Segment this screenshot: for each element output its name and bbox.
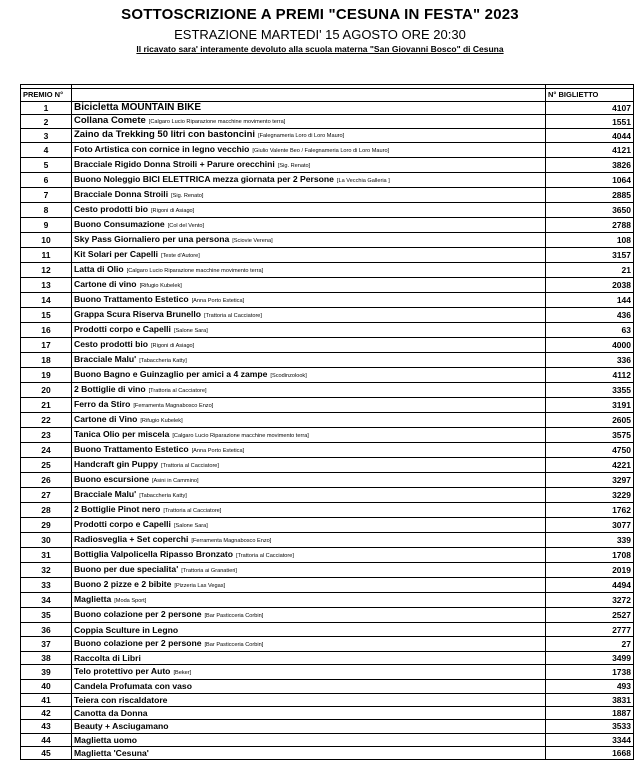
prize-sponsor: [Trattoria al Cacciatore]: [161, 463, 219, 470]
prize-number: 40: [21, 680, 72, 693]
prize-description: [72, 353, 546, 368]
prize-description: [72, 706, 546, 719]
prize-number: 20: [21, 383, 72, 398]
prize-number: 30: [21, 533, 72, 548]
prize-number: 34: [21, 593, 72, 608]
prize-number: 3: [21, 129, 72, 143]
draw-date-subtitle: ESTRAZIONE MARTEDI' 15 AGOSTO ORE 20:30: [174, 27, 466, 42]
prize-name: Grappa Scura Riserva Brunello: [74, 309, 202, 320]
prize-description: [72, 188, 546, 203]
ticket-number: 493: [546, 680, 634, 693]
prize-name: Bicicletta MOUNTAIN BIKE: [74, 102, 202, 114]
prize-description: [72, 693, 546, 706]
prize-sponsor: [Trattoria al Cacciatore]: [236, 553, 294, 560]
prize-name: Bracciale Rigido Donna Stroili + Parure orecchini: [74, 159, 275, 170]
ticket-number: 108: [546, 233, 634, 248]
prize-name: Kit Solari per Capelli: [74, 249, 159, 260]
prize-description: [72, 129, 546, 143]
prize-number: 27: [21, 488, 72, 503]
col-header-premio: PREMIO N°: [21, 89, 72, 102]
prize-number: 23: [21, 428, 72, 443]
prize-sponsor: [Salone Sara]: [173, 523, 208, 530]
ticket-number: 3575: [546, 428, 634, 443]
table-row: [21, 578, 634, 593]
prize-description: [72, 398, 546, 413]
ticket-number: 4750: [546, 443, 634, 458]
prize-description: [72, 623, 546, 636]
ticket-number: 4044: [546, 129, 634, 143]
prize-number: 35: [21, 608, 72, 623]
prize-description: [72, 115, 546, 129]
prize-number: 22: [21, 413, 72, 428]
prize-sponsor: [Anna Porto Estetica]: [191, 448, 245, 455]
prize-description: [72, 488, 546, 503]
col-header-description: [72, 89, 546, 102]
ticket-number: 1708: [546, 548, 634, 563]
ticket-number: 21: [546, 263, 634, 278]
table-row: [21, 503, 634, 518]
prize-number: 31: [21, 548, 72, 563]
ticket-number: 4121: [546, 143, 634, 158]
prize-description: [72, 413, 546, 428]
prize-sponsor: [Anna Porto Estetica]: [191, 298, 245, 305]
table-row: [21, 115, 634, 129]
prize-name: Maglietta uomo: [74, 734, 138, 745]
prize-name: Tanica Olio per miscela: [74, 429, 170, 440]
ticket-number: 27: [546, 636, 634, 651]
prize-name: Maglietta: [74, 594, 112, 605]
prize-number: 25: [21, 458, 72, 473]
prize-name: Bottiglia Valpolicella Ripasso Bronzato: [74, 549, 234, 560]
prize-description: [72, 143, 546, 158]
prize-name: Cartone di Vino: [74, 414, 138, 425]
prize-description: [72, 593, 546, 608]
ticket-number: 4112: [546, 368, 634, 383]
prize-number: 10: [21, 233, 72, 248]
prize-number: 42: [21, 706, 72, 719]
ticket-number: 3229: [546, 488, 634, 503]
ticket-number: 3077: [546, 518, 634, 533]
prize-number: 44: [21, 733, 72, 746]
table-row: [21, 248, 634, 263]
prize-description: [72, 563, 546, 578]
ticket-number: 2038: [546, 278, 634, 293]
table-row: [21, 233, 634, 248]
ticket-number: 4494: [546, 578, 634, 593]
prize-number: 41: [21, 693, 72, 706]
prize-sponsor: [Ferramenta Magnabosco Enzo]: [133, 403, 214, 410]
prize-number: 14: [21, 293, 72, 308]
prize-number: 15: [21, 308, 72, 323]
prize-description: [72, 428, 546, 443]
ticket-number: 3191: [546, 398, 634, 413]
table-row: [21, 747, 634, 760]
prize-number: 4: [21, 143, 72, 158]
table-row: [21, 143, 634, 158]
ticket-number: 144: [546, 293, 634, 308]
prize-name: Sky Pass Giornaliero per una persona: [74, 234, 230, 245]
ticket-number: 336: [546, 353, 634, 368]
ticket-number: 3157: [546, 248, 634, 263]
prize-description: [72, 608, 546, 623]
prize-number: 6: [21, 173, 72, 188]
prize-name: Beauty + Asciugamano: [74, 721, 169, 732]
table-row: [21, 263, 634, 278]
prize-sponsor: [Tabaccheria Katty]: [139, 358, 187, 365]
prize-number: 21: [21, 398, 72, 413]
table-row: [21, 636, 634, 651]
ticket-number: 1738: [546, 665, 634, 680]
prize-sponsor: [Ferramenta Magnabosco Enzo]: [191, 538, 272, 545]
prize-number: 43: [21, 720, 72, 733]
prize-sponsor: [Rigoni di Asiago]: [151, 208, 195, 215]
prize-name: Buono colazione per 2 persone: [74, 637, 202, 648]
prize-number: 39: [21, 665, 72, 680]
table-row: [21, 473, 634, 488]
ticket-number: 3297: [546, 473, 634, 488]
prize-number: 13: [21, 278, 72, 293]
prize-number: 7: [21, 188, 72, 203]
prize-name: Radiosveglia + Set coperchi: [74, 534, 189, 545]
prize-sponsor: [Calgaro Lucio Riparazione macchine movimento terra]: [172, 433, 309, 440]
prize-description: [72, 263, 546, 278]
prize-name: Foto Artistica con cornice in legno vecchio: [74, 144, 250, 155]
table-row: [21, 293, 634, 308]
table-row: [21, 563, 634, 578]
prize-name: Buono colazione per 2 persone: [74, 609, 202, 620]
ticket-number: 339: [546, 533, 634, 548]
prize-name: 2 Bottiglie di vino: [74, 384, 146, 395]
prize-description: [72, 636, 546, 651]
prize-number: 8: [21, 203, 72, 218]
prize-name: Coppia Sculture in Legno: [74, 624, 179, 635]
prize-description: [72, 548, 546, 563]
prize-number: 29: [21, 518, 72, 533]
table-row: [21, 651, 634, 664]
ticket-number: 3355: [546, 383, 634, 398]
prize-number: 33: [21, 578, 72, 593]
ticket-number: 3831: [546, 693, 634, 706]
prize-number: 5: [21, 158, 72, 173]
ticket-number: 1887: [546, 706, 634, 719]
prize-number: 36: [21, 623, 72, 636]
table-row: [21, 173, 634, 188]
table-row: [21, 693, 634, 706]
prize-name: Buono escursione: [74, 474, 149, 485]
prize-number: 2: [21, 115, 72, 129]
table-row: [21, 428, 634, 443]
ticket-number: 2019: [546, 563, 634, 578]
proceeds-note: Il ricavato sara' interamente devoluto alla scuola materna "San Giovanni Bosco" di Cesuna: [136, 44, 504, 54]
table-row: [21, 398, 634, 413]
prize-description: [72, 233, 546, 248]
prize-name: Buono Noleggio BICI ELETTRICA mezza giornata per 2 Persone: [74, 174, 334, 185]
prize-description: [72, 338, 546, 353]
prize-description: [72, 383, 546, 398]
prize-description: [72, 368, 546, 383]
ticket-number: 4000: [546, 338, 634, 353]
table-row: [21, 458, 634, 473]
prize-sponsor: [Moda Sport]: [114, 598, 147, 605]
ticket-number: 1668: [546, 747, 634, 760]
table-row: [21, 706, 634, 719]
prize-number: 11: [21, 248, 72, 263]
prize-sponsor: [Bar Pasticceria Corbin]: [204, 641, 264, 648]
prize-table: [20, 84, 634, 760]
prize-table-body: [21, 85, 634, 760]
table-row: [21, 533, 634, 548]
table-row: [21, 338, 634, 353]
table-row: [21, 413, 634, 428]
prize-name: Handcraft gin Puppy: [74, 459, 159, 470]
prize-name: Cartone di vino: [74, 279, 137, 290]
table-row: [21, 623, 634, 636]
prize-sponsor: [Pizzeria Las Vegas]: [174, 583, 226, 590]
prize-number: 17: [21, 338, 72, 353]
prize-name: Telo protettivo per Auto: [74, 666, 171, 677]
ticket-number: 4107: [546, 102, 634, 115]
prize-name: Collana Comete: [74, 115, 146, 127]
ticket-number: 3826: [546, 158, 634, 173]
prize-description: [72, 218, 546, 233]
ticket-number: 2777: [546, 623, 634, 636]
prize-number: 45: [21, 747, 72, 760]
prize-sponsor: [Rifugio Kubelek]: [139, 283, 182, 290]
prize-number: 38: [21, 651, 72, 664]
prize-description: [72, 158, 546, 173]
table-row: [21, 323, 634, 338]
prize-number: 24: [21, 443, 72, 458]
prize-description: [72, 443, 546, 458]
prize-name: Latta di Olio: [74, 264, 124, 275]
prize-sponsor: [Sciovie Verena]: [232, 238, 273, 245]
prize-name: Cesto prodotti bio: [74, 339, 148, 350]
prize-name: Prodotti corpo e Capelli: [74, 519, 171, 530]
prize-number: 18: [21, 353, 72, 368]
ticket-number: 3533: [546, 720, 634, 733]
prize-number: 26: [21, 473, 72, 488]
prize-sponsor: [Falegnameria Loro di Loro Mauro]: [258, 133, 345, 140]
ticket-number: 3344: [546, 733, 634, 746]
prize-name: Teiera con riscaldatore: [74, 694, 168, 705]
prize-description: [72, 458, 546, 473]
table-row: [21, 102, 634, 115]
prize-sponsor: [Tabaccheria Katty]: [139, 493, 187, 500]
prize-number: 19: [21, 368, 72, 383]
prize-sponsor: [Asini in Cammino]: [151, 478, 199, 485]
prize-description: [72, 518, 546, 533]
prize-description: [72, 248, 546, 263]
table-row: [21, 218, 634, 233]
prize-name: Zaino da Trekking 50 litri con bastoncini: [74, 129, 256, 141]
prize-name: Bracciale Donna Stroili: [74, 189, 169, 200]
prize-sponsor: [Sig. Renato]: [171, 193, 204, 200]
ticket-number: 1551: [546, 115, 634, 129]
table-row: [21, 278, 634, 293]
ticket-number: 1064: [546, 173, 634, 188]
ticket-number: 2788: [546, 218, 634, 233]
prize-sponsor: [Calgaro Lucio Riparazione macchine movimento terra]: [148, 119, 286, 126]
prize-number: 1: [21, 102, 72, 115]
ticket-number: 2527: [546, 608, 634, 623]
prize-description: [72, 651, 546, 664]
table-row: [21, 188, 634, 203]
prize-description: [72, 578, 546, 593]
prize-description: [72, 203, 546, 218]
ticket-number: 4221: [546, 458, 634, 473]
prize-sponsor: [Trattoria al Cacciatore]: [204, 313, 262, 320]
ticket-number: 2605: [546, 413, 634, 428]
prize-description: [72, 102, 546, 115]
prize-name: Prodotti corpo e Capelli: [74, 324, 171, 335]
prize-name: Buono Consumazione: [74, 219, 165, 230]
prize-sponsor: [Teste d'Autore]: [161, 253, 200, 260]
prize-sponsor: [Trattoria al Cacciatore]: [148, 388, 207, 395]
ticket-number: 3272: [546, 593, 634, 608]
table-row: [21, 158, 634, 173]
prize-number: 28: [21, 503, 72, 518]
table-row: [21, 443, 634, 458]
prize-number: 32: [21, 563, 72, 578]
table-row: [21, 665, 634, 680]
prize-description: [72, 278, 546, 293]
prize-sponsor: [Salone Sara]: [173, 328, 208, 335]
page-title: SOTTOSCRIZIONE A PREMI "CESUNA IN FESTA" 2023: [121, 6, 519, 23]
prize-number: 9: [21, 218, 72, 233]
ticket-number: 1762: [546, 503, 634, 518]
ticket-number: 3499: [546, 651, 634, 664]
prize-sponsor: [Col del Vento]: [167, 223, 205, 230]
col-header-biglietto: N° BIGLIETTO: [546, 89, 634, 102]
prize-sponsor: [Bar Pasticceria Corbin]: [204, 613, 264, 620]
prize-name: Bracciale Malu': [74, 489, 137, 500]
ticket-number: 3650: [546, 203, 634, 218]
table-row: [21, 593, 634, 608]
prize-description: [72, 473, 546, 488]
ticket-number: 63: [546, 323, 634, 338]
prize-name: Ferro da Stiro: [74, 399, 131, 410]
prize-description: [72, 720, 546, 733]
prize-sponsor: [Giulio Valente Beo / Falegnameria Loro di Loro Mauro]: [252, 148, 390, 155]
table-header-row: [21, 89, 634, 102]
prize-number: 37: [21, 636, 72, 651]
prize-sponsor: [La Vecchia Galleria ]: [336, 178, 390, 185]
prize-name: Raccolta di Libri: [74, 652, 141, 663]
table-row: [21, 383, 634, 398]
prize-description: [72, 323, 546, 338]
ticket-number: 436: [546, 308, 634, 323]
table-row: [21, 548, 634, 563]
prize-sponsor: [Rifugio Kubelek]: [140, 418, 183, 425]
prize-sponsor: [Calgaro Lucio Riparazione macchine movimento terra]: [126, 268, 264, 275]
prize-sponsor: [Beker]: [173, 670, 192, 677]
prize-name: Buono per due specialita': [74, 564, 179, 575]
prize-sponsor: [Sig. Renato]: [277, 163, 311, 170]
table-row: [21, 203, 634, 218]
table-row: [21, 680, 634, 693]
prize-description: [72, 293, 546, 308]
ticket-number: 2885: [546, 188, 634, 203]
prize-name: Candela Profumata con vaso: [74, 681, 192, 692]
table-row: [21, 129, 634, 143]
prize-sponsor: [Trattoria ai Granatieri]: [181, 568, 237, 575]
table-row: [21, 368, 634, 383]
table-row: [21, 488, 634, 503]
prize-number: 16: [21, 323, 72, 338]
prize-description: [72, 503, 546, 518]
prize-sponsor: [Scodinzolook]: [270, 373, 307, 380]
prize-name: Maglietta 'Cesuna': [74, 748, 149, 759]
table-row: [21, 308, 634, 323]
prize-name: Buono Bagno e Guinzaglio per amici a 4 zampe: [74, 369, 268, 380]
prize-description: [72, 308, 546, 323]
prize-name: Buono Trattamento Estetico: [74, 444, 189, 455]
table-row: [21, 608, 634, 623]
prize-name: Canotta da Donna: [74, 708, 148, 719]
prize-name: Buono Trattamento Estetico: [74, 294, 189, 305]
prize-name: Bracciale Malu': [74, 354, 137, 365]
table-row: [21, 733, 634, 746]
prize-sponsor: [Rigoni di Asiago]: [151, 343, 195, 350]
prize-description: [72, 533, 546, 548]
prize-description: [72, 173, 546, 188]
prize-description: [72, 680, 546, 693]
prize-name: 2 Bottiglie Pinot nero: [74, 504, 161, 515]
prize-name: Cesto prodotti bio: [74, 204, 148, 215]
prize-name: Buono 2 pizze e 2 bibite: [74, 579, 172, 590]
prize-number: 12: [21, 263, 72, 278]
prize-description: [72, 747, 546, 760]
table-row: [21, 518, 634, 533]
prize-description: [72, 733, 546, 746]
prize-sponsor: [Trattoria al Cacciatore]: [163, 508, 222, 515]
table-row: [21, 720, 634, 733]
prize-description: [72, 665, 546, 680]
table-row: [21, 353, 634, 368]
